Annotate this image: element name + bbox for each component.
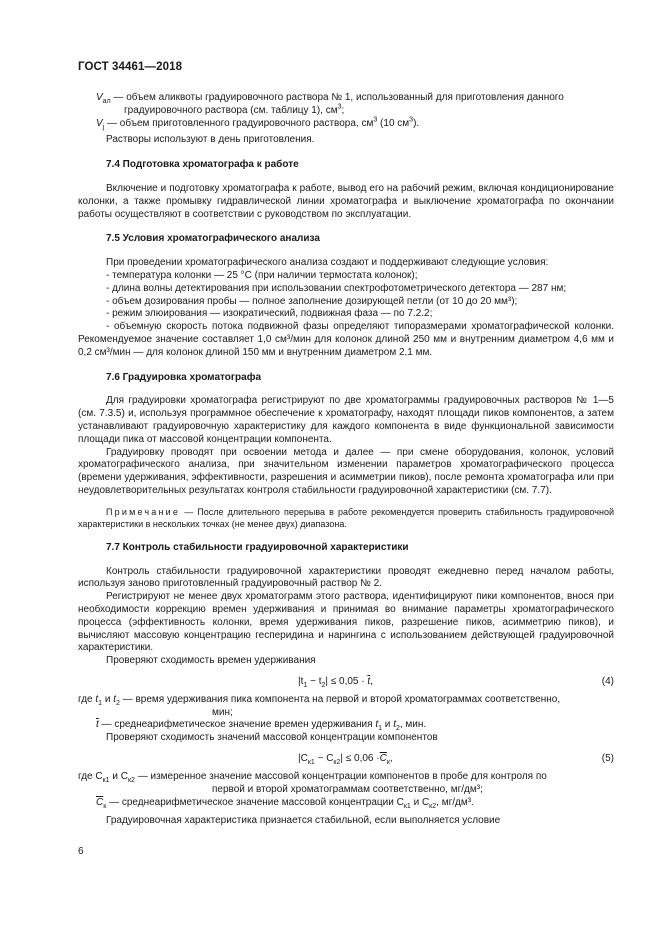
equation-5-definition-cbar: $\overline{C}_к$ — среднеарифметическое значение массовой концентрации $C_{к1}$ и $C_{к2}$, мг/дм³. [96, 796, 474, 810]
equation-4-definition-tbar: $\overline{t}$ — среднеарифметическое значение времен удерживания $t_1$ и $t_2$, мин. [96, 719, 427, 733]
paragraph-7-7-3: Проверяют сходимость времен удерживания [106, 655, 316, 667]
paragraph-7-5-intro: При проведении хроматографического анализа создают и поддерживают следующие условия: [106, 257, 549, 269]
paragraph-7-6-1: Для градуировки хроматографа регистрируют по две хроматограммы градуировочных растворов № 1—5 (см. 7.3.5) и, используя программное обеспечение к хроматографу, находят площади пиков компонентов, а затем устанавливают градуировочную характеристику для каждого компонента в виде функциональной зависимости площади пика от массовой концентрации компонента. [78, 395, 614, 445]
equation-5-definition-cont: первой и второй хроматограммам соответственно, мг/дм³; [212, 783, 483, 795]
list-item: - объем дозирования пробы — полное заполнение дозирующей петли (от 10 до 20 мм³); [106, 295, 518, 307]
equation-4-number: (4) [601, 675, 614, 687]
page-body [78, 92, 614, 828]
paragraph-7-7-2: Регистрируют не менее двух хроматограмм этого раствора, идентифицируют пики компонентов, внося при необходимости коррекцию времен удерживания и принимая во внимание параметры хроматографического процесса (эффективность колонки, время удерживания пиков, разрешение пиков, асимметрию пиков), и вычисляют массовую концентрацию гесперидина и нарингина с использованием действующей градуировочной характеристики. [78, 591, 614, 654]
page-number: 6 [78, 846, 84, 857]
list-item: - температура колонки — 25 °С (при наличии термостата колонок); [106, 269, 418, 281]
definition-v-al: $V_{ал}$ — объем аликвоты градуировочного раствора № 1, использованный для приготовления данного градуировочного раствора (см. таблицу 1), $см^3$; [96, 92, 564, 116]
section-title-7-5: 7.5 Условия хроматографического анализа [106, 233, 320, 245]
paragraph-7-4: Включение и подготовку хроматографа к работе, вывод его на рабочий режим, включая кондиционирование колонки, а также промывку гидравлической линии хроматографа и выключение хроматографа по окончании работы осуществляют в соответствии с руководством по эксплуатации. [78, 182, 614, 220]
note: Примечание — После длительного перерыва в работе рекомендуется проверить стабильность градуировочной характеристики в нескольких точках (не менее двух) диапазона. [78, 506, 614, 529]
document-header: ГОСТ 34461—2018 [78, 61, 183, 73]
note-label: Примечание [106, 506, 181, 517]
equation-5 [78, 751, 614, 769]
equation-4 [78, 674, 614, 692]
section-title-7-4: 7.4 Подготовка хроматографа к работе [106, 159, 299, 171]
paragraph-7-7-5: Градуировочная характеристика признается стабильной, если выполняется условие [106, 815, 501, 827]
list-item: - длина волны детектирования при использовании спектрофотометрического детектора — 287 нм; [106, 282, 567, 294]
paragraph-7-7-1: Контроль стабильности градуировочной характеристики проводят ежедневно перед началом работы, используя заново приготовленный градуировочный раствор № 2. [78, 565, 614, 590]
section-title-7-7: 7.7 Контроль стабильности градуировочной характеристики [106, 541, 409, 553]
equation-5-number: (5) [601, 753, 614, 765]
equation-5-formula: $|C_{к1} - C_{к2}| \le 0,06 \cdot\overline{C}_к$, [298, 753, 393, 767]
paragraph-7-6-2: Градуировку проводят при освоении метода и далее — при смене оборудования, колонок, условий хроматографического анализа, при значительном изменении параметров хроматографического процесса (времени удерживания, эффективности, разрешения и асимметрии пиков), после ремонта хроматографа или при неудовлетворительных результатах контроля стабильности градуировочной характеристики (см. 7.7). [78, 446, 614, 496]
list-item-last: - объемную скорость потока подвижной фазы определяют типоразмерами хроматографической колонки. Рекомендуемое значение составляет 1,0 см³/мин для колонок длиной 250 мм и внутренним диаметром 4,6 мм и 0,2 см³/мин — для колонок длиной 150 мм и внутренним диаметром 2,1 мм. [78, 321, 614, 358]
equation-4-definition-cont: мин; [212, 706, 233, 718]
paragraph-7-7-4: Проверяют сходимость значений массовой концентрации компонентов [106, 732, 438, 744]
section-title-7-6: 7.6 Градуировка хроматографа [106, 371, 262, 383]
equation-4-definition-t: где $t_1$ и $t_2$ — время удерживания пика компонента на первой и второй хроматограммах соответственно, [78, 693, 561, 707]
paragraph-prep: Растворы используют в день приготовления. [106, 134, 315, 146]
equation-4-formula: $|t_1 - t_2| \le 0,05 \cdot \overline{t}$, [298, 675, 373, 689]
definition-v-j: $V_j$ — объем приготовленного градуировочного раствора, $см^3$ (10 $см^3$). [96, 116, 420, 131]
list-item: - режим элюирования — изократический, подвижная фаза — по 7.2.2; [106, 308, 433, 320]
equation-5-definition-c: где $C_{к1}$ и $C_{к2}$ — измеренное значение массовой концентрации компонентов в пробе для контроля по [78, 771, 547, 785]
